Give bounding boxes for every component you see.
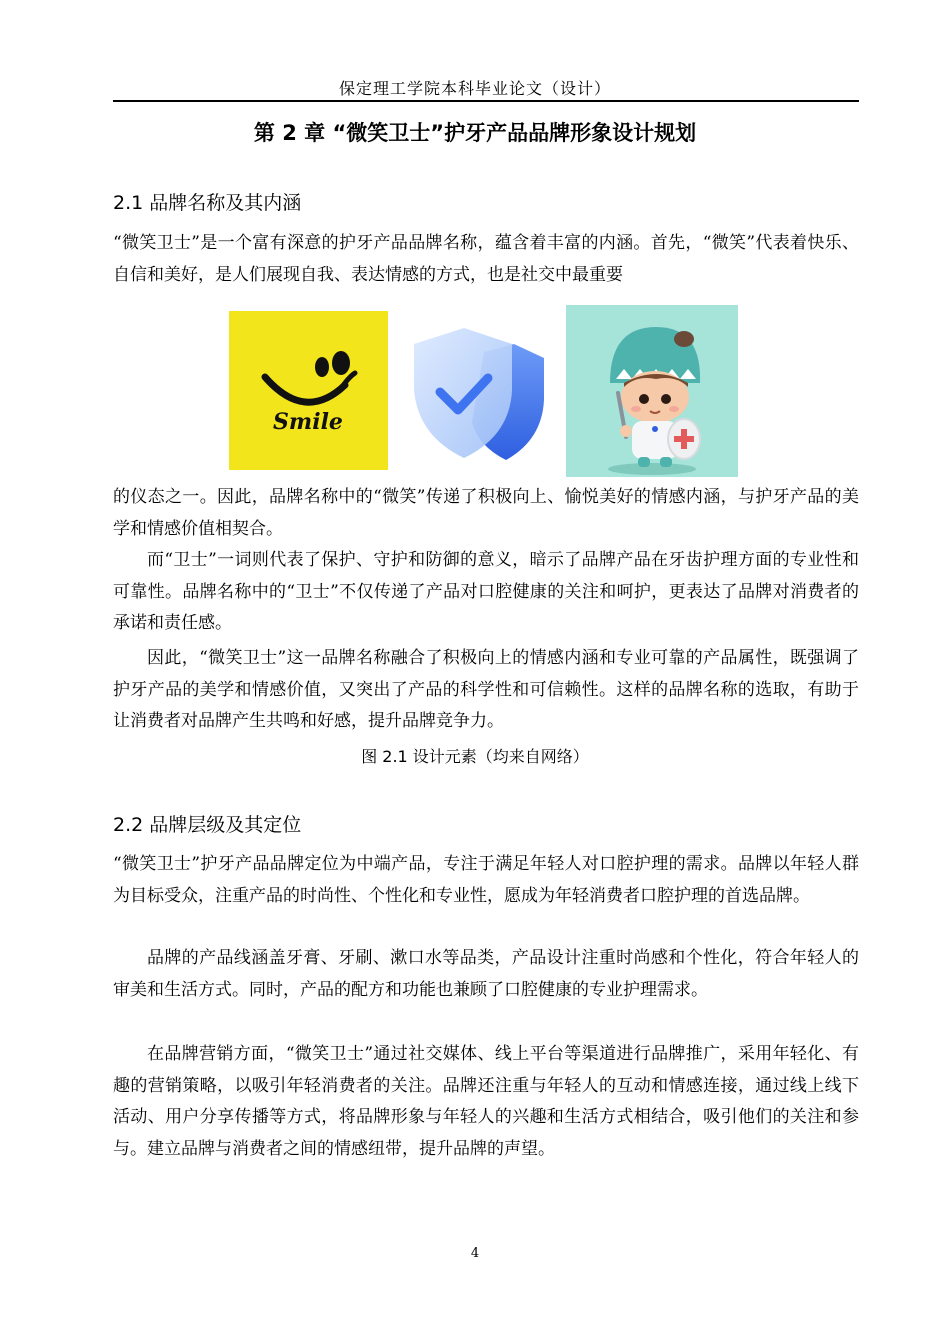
page-number: 4 xyxy=(470,1246,480,1261)
figure-shield-image xyxy=(406,322,550,464)
paragraph-2-2-1: “微笑卫士”护牙产品品牌定位为中端产品，专注于满足年轻人对口腔护理的需求。品牌以年轻人群为目标受众，注重产品的时尚性、个性化和专业性，愿成为年轻消费者口腔护理的首选品牌。 xyxy=(113,854,859,906)
smile-wordmark: Smile xyxy=(273,409,343,435)
paragraph-2-2-2: 品牌的产品线涵盖牙膏、牙刷、漱口水等品类，产品设计注重时尚感和个性化，符合年轻人的审美和生活方式。同时，产品的配方和功能也兼顾了口腔健康的专业护理需求。 xyxy=(113,948,859,1000)
paragraph-2-1-1-top: “微笑卫士”是一个富有深意的护牙产品品牌名称，蕴含着丰富的内涵。首先，“微笑”代表着快乐、自信和美好，是人们展现自我、表达情感的方式，也是社交中最重要 xyxy=(113,233,859,285)
chapter-title: 第 2 章 “微笑卫士”护牙产品品牌形象设计规划 xyxy=(253,121,697,145)
paragraph-2-2-3: 在品牌营销方面，“微笑卫士”通过社交媒体、线上平台等渠道进行品牌推广，采用年轻化、有趣的营销策略，以吸引年轻消费者的关注。品牌还注重与年轻人的互动和情感连接，通过线上线下活动、用户分享传播等方式，将品牌形象与年轻人的兴趣和生活方式相结合，吸引他们的关注和参与。建立品牌与消费者之间的情感纽带，提升品牌的声望。 xyxy=(113,1044,859,1159)
figure-smile-image xyxy=(229,311,388,470)
paragraph-2-1-2: 而“卫士”一词则代表了保护、守护和防御的意义，暗示了品牌产品在牙齿护理方面的专业性和可靠性。品牌名称中的“卫士”不仅传递了产品对口腔健康的关注和呵护，更表达了品牌对消费者的承诺和责任感。 xyxy=(113,550,859,633)
running-header: 保定理工学院本科毕业论文（设计） xyxy=(338,79,611,98)
smile-face-icon xyxy=(229,311,388,470)
header-rule xyxy=(113,100,859,102)
figure-caption: 图 2.1 设计元素（均来自网络） xyxy=(361,747,589,766)
paragraph-2-1-1-bottom: 的仪态之一。因此，品牌名称中的“微笑”传递了积极向上、愉悦美好的情感内涵，与护牙产品的美学和情感价值相契合。 xyxy=(113,487,859,539)
section-heading-2-1: 2.1 品牌名称及其内涵 xyxy=(113,192,302,214)
shield-check-icon xyxy=(406,322,550,464)
paragraph-2-1-3: 因此，“微笑卫士”这一品牌名称融合了积极向上的情感内涵和专业可靠的产品属性，既强调了护牙产品的美学和情感价值，又突出了产品的科学性和可信赖性。这样的品牌名称的选取，有助于让消费者对品牌产生共鸣和好感，提升品牌竞争力。 xyxy=(113,648,859,731)
figure-mascot-image xyxy=(566,305,738,477)
mascot-character-icon xyxy=(566,305,738,477)
section-heading-2-2: 2.2 品牌层级及其定位 xyxy=(113,814,302,836)
